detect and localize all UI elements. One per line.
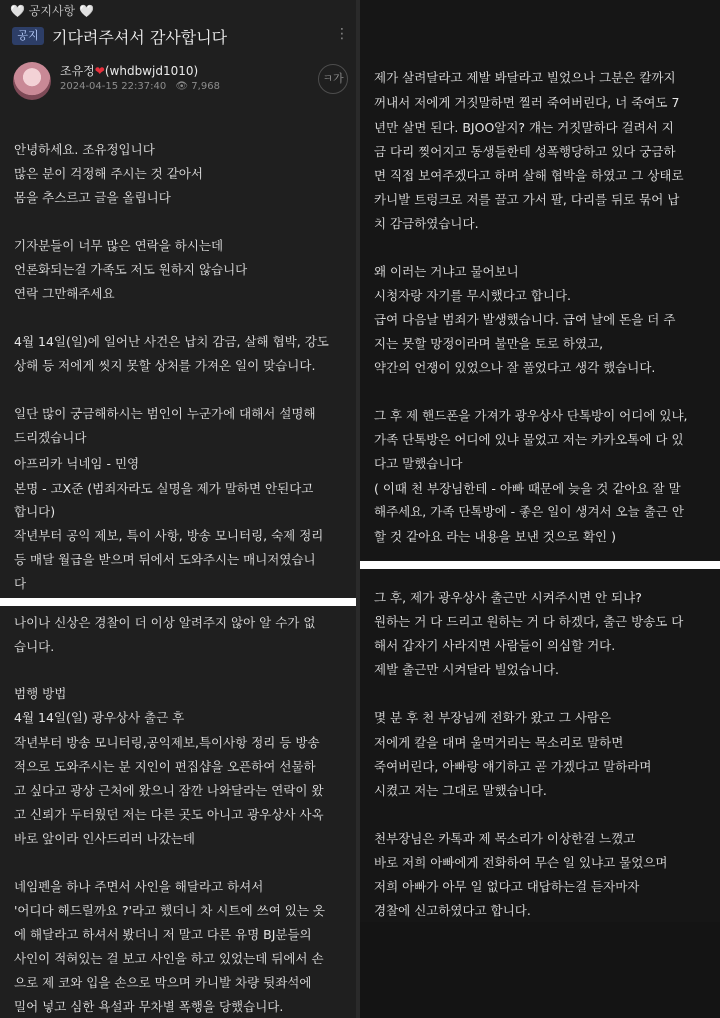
kebab-icon[interactable]: ⋮ xyxy=(335,26,349,42)
body-line: 년만 살면 된다. BJOO알지? 걔는 거짓말하다 걸려서 지 xyxy=(374,120,674,135)
body-line: 아프리카 닉네임 - 민영 xyxy=(14,456,140,471)
body-line: 일단 많이 궁금해하시는 범인이 누군가에 대해서 설명해 xyxy=(14,406,316,421)
body-line: 4월 14일(일) 광우상사 출근 후 xyxy=(14,710,185,725)
eye-icon: 👁 xyxy=(175,81,189,92)
body-line: 해주세요, 가족 단톡방에 - 좋은 일이 생겨서 오늘 출근 안 xyxy=(374,504,684,519)
avatar[interactable] xyxy=(13,62,51,100)
post-date: 2024-04-15 22:37:40 xyxy=(60,81,167,92)
body-line: 으로 제 코와 입을 손으로 막으며 카니발 차량 뒷좌석에 xyxy=(14,975,312,990)
body-line: 기자분들이 너무 많은 연락을 하시는데 xyxy=(14,238,224,253)
body-line: 범행 방법 xyxy=(14,686,67,701)
body-line: 고 싶다고 광상 근처에 왔으니 잠깐 나와달라는 연락이 왔 xyxy=(14,783,324,798)
body-line: 몇 분 후 천 부장님께 전화가 왔고 그 사람은 xyxy=(374,710,612,725)
body-line: 경찰에 신고하였다고 합니다. xyxy=(374,903,531,918)
body-line: 지는 못할 망정이라며 불만을 토로 하였고, xyxy=(374,336,604,351)
body-line: 많은 분이 걱정해 주시는 것 같아서 xyxy=(14,166,203,181)
body-line: 고 신뢰가 두터웠던 저는 다른 곳도 아니고 광우상사 사옥 xyxy=(14,807,324,822)
body-line: 4월 14일(일)에 일어난 사건은 납치 감금, 살해 협박, 강도 xyxy=(14,334,329,349)
body-line: '어디다 해드릴까요 ?'라고 했더니 차 시트에 쓰여 있는 옷 xyxy=(14,903,325,918)
body-line: 치 감금하였습니다. xyxy=(374,216,479,231)
body-line: 바로 앞이라 인사드리러 나갔는데 xyxy=(14,831,195,846)
body-line: 밀어 넣고 심한 욕설과 무차별 폭행을 당했습니다. xyxy=(14,999,284,1014)
body-line: 그 후, 제가 광우상사 출근만 시켜주시면 안 되냐? xyxy=(374,590,642,605)
author-id: (whdbwjd1010) xyxy=(104,64,199,78)
body-line: 그 후 제 핸드폰을 가져가 광우상사 단톡방이 어디에 있냐, xyxy=(374,408,688,423)
body-line: 제발 출근만 시켜달라 빌었습니다. xyxy=(374,662,559,677)
body-line: 면 직접 보여주겠다고 하며 살해 협박을 하였고 그 상태로 xyxy=(374,168,684,183)
body-line: 습니다. xyxy=(14,639,55,654)
body-line: 시청자랑 자기를 무시했다고 합니다. xyxy=(374,288,572,303)
body-line: 나이나 신상은 경찰이 더 이상 알려주지 않아 알 수가 없 xyxy=(14,615,316,630)
body-line: 할 것 같아요 라는 내용을 보낸 것으로 확인 ) xyxy=(374,529,616,544)
body-line: 죽여버린다, 아빠랑 얘기하고 곧 가겠다고 말하라며 xyxy=(374,759,652,774)
body-line: 합니다) xyxy=(14,504,56,519)
body-line: 천부장님은 카톡과 제 목소리가 이상한걸 느꼈고 xyxy=(374,831,636,846)
body-line: 작년부터 공익 제보, 특이 사항, 방송 모니터링, 숙제 정리 xyxy=(14,528,324,543)
author-line[interactable] xyxy=(60,62,198,79)
body-line: 바로 저희 아빠에게 전화하여 무슨 일 있냐고 물었으며 xyxy=(374,855,668,870)
bottom-shade xyxy=(360,922,720,1018)
section-divider xyxy=(360,561,720,569)
body-line: 카니발 트렁크로 저를 끌고 가서 팔, 다리를 뒤로 묶어 납 xyxy=(374,192,680,207)
body-line: 저에게 칼을 대며 울먹거리는 목소리로 말하면 xyxy=(374,735,624,750)
body-line: 원하는 거 다 드리고 원하는 거 다 하겠다, 출근 방송도 다 xyxy=(374,614,684,629)
body-line: 드리겠습니다 xyxy=(14,430,87,445)
body-line: 금 다리 찢어지고 동생들한테 성폭행당하고 있다 궁금하 xyxy=(374,144,676,159)
body-line: 안녕하세요. 조유정입니다 xyxy=(14,142,155,157)
body-line: 약간의 언쟁이 있었으나 잘 풀었다고 생각 했습니다. xyxy=(374,360,656,375)
body-line: 해서 갑자기 사라지면 사람들이 의심할 거다. xyxy=(374,638,616,653)
body-line: 에 해달라고 하셔서 봤더니 저 말고 다른 유명 BJ분들의 xyxy=(14,927,312,942)
body-line: ( 이때 천 부장님한테 - 아빠 때문에 늦을 것 같아요 잘 말 xyxy=(374,481,681,496)
body-line: 작년부터 방송 모니터링,공익제보,특이사항 정리 등 방송 xyxy=(14,735,320,750)
left-panel xyxy=(0,0,356,1018)
body-line: 저희 아빠가 아무 일 없다고 대답하는걸 듣자마자 xyxy=(374,879,640,894)
post-meta xyxy=(60,81,220,92)
view-count: 7,968 xyxy=(191,81,220,92)
right-panel xyxy=(360,0,720,1018)
author-name: 조유정 xyxy=(60,64,95,78)
body-line: 급여 다음날 범죄가 발생했습니다. 급여 날에 돈을 더 주 xyxy=(374,312,676,327)
body-line: 본명 - 고X준 (범죄자라도 실명을 제가 말하면 안된다고 xyxy=(14,481,314,496)
body-line: 상해 등 저에게 씻지 못할 상처를 가져온 일이 맞습니다. xyxy=(14,358,316,373)
notice-category-label[interactable]: 🤍 공지사항 🤍 xyxy=(10,4,94,18)
body-line: 다 xyxy=(14,576,27,591)
body-line: 연락 그만해주세요 xyxy=(14,286,115,301)
section-divider xyxy=(0,598,356,606)
body-line: 네임펜을 하나 주면서 사인을 해달라고 하셔서 xyxy=(14,879,264,894)
body-line: 적으로 도와주시는 분 지인이 편집샵을 오픈하여 선물하 xyxy=(14,759,316,774)
heart-icon: ❤ xyxy=(94,64,105,78)
body-line: 가족 단톡방은 어디에 있냐 물었고 저는 카카오톡에 다 있 xyxy=(374,432,684,447)
notice-badge: 공지 xyxy=(12,27,44,45)
body-line: 왜 이러는 거냐고 물어보니 xyxy=(374,264,519,279)
font-size-button[interactable]: ㅋ가 xyxy=(318,64,348,94)
body-line: 언론화되는걸 가족도 저도 원하지 않습니다 xyxy=(14,262,248,277)
body-line: 다고 말했습니다 xyxy=(374,456,463,471)
body-line: 등 매달 월급을 받으며 뒤에서 도와주시는 매니저였습니 xyxy=(14,552,316,567)
body-line: 꺼내서 저에게 거짓말하면 찔러 죽여버린다, 너 죽여도 7 xyxy=(374,95,680,110)
body-line: 제가 살려달라고 제발 봐달라고 빌었으나 그분은 칼까지 xyxy=(374,70,676,85)
body-line: 시켰고 저는 그대로 말했습니다. xyxy=(374,783,547,798)
body-line: 몸을 추스르고 글을 올립니다 xyxy=(14,190,171,205)
post-title: 기다려주셔서 감사합니다 xyxy=(52,28,228,47)
body-line: 사인이 적혀있는 걸 보고 사인을 하고 있었는데 뒤에서 손 xyxy=(14,951,324,966)
